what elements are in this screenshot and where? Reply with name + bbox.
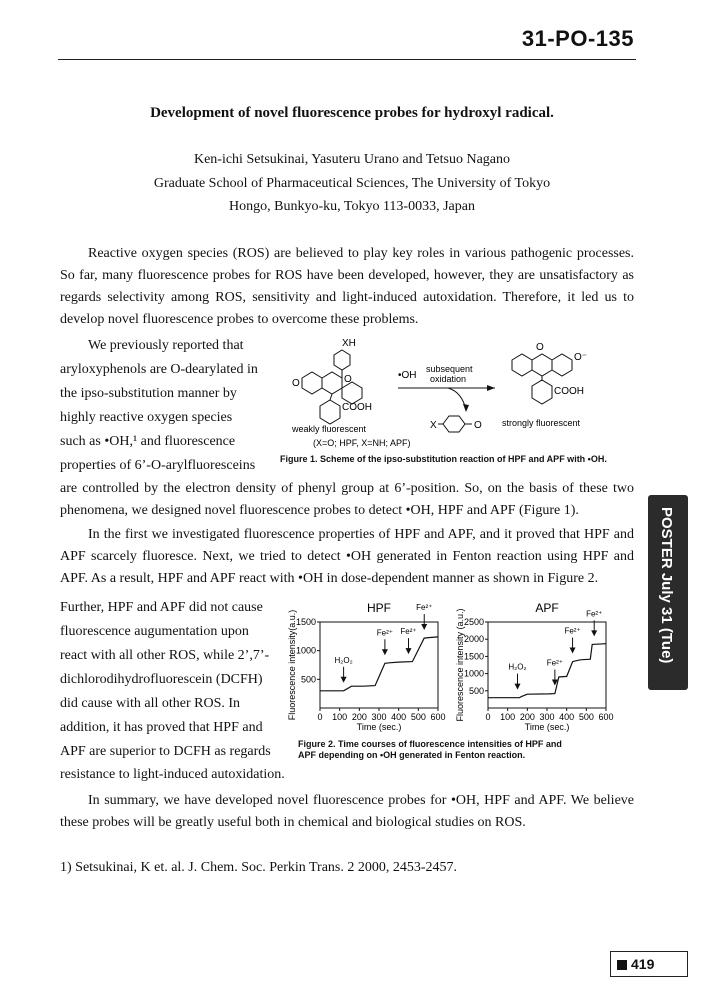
cooh-label-left: COOH [342, 402, 372, 413]
address: Hongo, Bunkyo-ku, Tokyo 113-0033, Japan [229, 199, 475, 214]
reagent-annotation: Fe²⁺ [376, 628, 394, 638]
x-tick-label: 500 [578, 712, 594, 722]
y-tick-label: 1500 [463, 651, 484, 662]
figure1-scheme [280, 330, 650, 458]
reagent-annotation: H₂O₂ [334, 655, 353, 665]
figure2-caption-line: APF depending on •OH generated in Fenton reaction. [298, 750, 526, 760]
paragraph-selectivity-column [60, 596, 276, 764]
x-tick-label: 500 [410, 712, 426, 722]
para2-line: We previously reported that [88, 338, 244, 353]
xanthene-ring-right [342, 382, 362, 404]
xanthene-ring-center [322, 372, 342, 394]
y-tick-label: 2000 [463, 634, 484, 645]
quinone-ring [443, 416, 465, 432]
y-axis-label: Fluorescence intensity (a.u.) [455, 608, 465, 722]
x-tick-label: 100 [500, 712, 516, 722]
strongly-fluorescent-label: strongly fluorescent [502, 418, 581, 428]
figure2-hpf-chart [286, 598, 454, 738]
x-axis-label: Time (sec.) [524, 722, 570, 732]
probe-condition-label: (X=O; HPF, X=NH; APF) [313, 438, 411, 448]
figure1-caption: Figure 1. Scheme of the ipso-substitution reaction of HPF and APF with •OH. [280, 454, 607, 464]
paragraph-summary: In summary, we have developed novel fluorescence probes for •OH, HPF and APF. We believe these probes will be greatly useful both in chemical and biological studies on ROS. [60, 793, 634, 830]
x-tick-label: 200 [351, 712, 367, 722]
affiliation: Graduate School of Pharmaceutical Sciences, The University of Tokyo [153, 176, 551, 191]
figure2-caption-line: Figure 2. Time courses of fluorescence intensities of HPF and [298, 739, 562, 749]
y-tick-label: 1000 [295, 645, 316, 656]
para4-line: APF are superior to DCFH as regards [60, 744, 271, 759]
paragraph-results: In the first we investigated fluorescence properties of HPF and APF, and it proved that HPF and APF scarcely fluoresce. Next, we tried to detect •OH generated in Fenton reaction using HPF and APF. As a result, HPF and APF react with •OH in dose-dependent manner as shown in Figure 2. [60, 527, 634, 586]
para4-line: react with all other ROS, while 2’,7’- [60, 648, 270, 663]
xh-label: XH [342, 338, 356, 349]
y-tick-label: 1000 [463, 668, 484, 679]
y-tick-label: 500 [300, 674, 316, 685]
reagent-annotation: H₂O₂ [508, 662, 527, 672]
cooh-label-right: COOH [554, 386, 584, 397]
x-tick-label: 600 [598, 712, 614, 722]
series-line [488, 644, 606, 698]
benzoic-ring [320, 400, 340, 424]
authors: Ken-ichi Setsukinai, Yasuteru Urano and Tetsuo Nagano [193, 152, 511, 167]
oxidation-label: oxidation [430, 374, 467, 384]
header-rule [58, 59, 636, 60]
weakly-fluorescent-label: weakly fluorescent [292, 424, 367, 434]
x-axis-label: Time (sec.) [356, 722, 402, 732]
reagent-annotation: Fe²⁺ [400, 627, 417, 637]
x-tick-label: 0 [485, 712, 491, 722]
annotation-arrowhead [382, 649, 388, 655]
para2-line: highly reactive oxygen species [60, 410, 233, 425]
x-tick-label: 400 [559, 712, 575, 722]
annotation-arrowhead [341, 677, 347, 683]
para2-line: properties of 6’-O-arylfluoresceins [60, 458, 256, 473]
reagent-annotation: Fe²⁺ [416, 603, 433, 613]
x-tick-label: 0 [317, 712, 323, 722]
xanthene-ring-left [302, 372, 322, 394]
para2-line: the ipso-substitution manner by [60, 386, 237, 401]
para4-line: addition, it has proved that HPF and [60, 720, 263, 735]
ether-oxygen-label: O [344, 374, 352, 385]
y-tick-label: 1500 [295, 617, 316, 627]
hydroxyl-radical-label: •OH [398, 370, 417, 381]
x-tick-label: 600 [430, 712, 446, 722]
y-tick-label: 2500 [463, 617, 484, 627]
subsequent-label: subsequent [426, 364, 473, 374]
x-tick-label: 300 [371, 712, 387, 722]
reagent-annotation: Fe²⁺ [546, 658, 563, 668]
quinone-x-label: X [430, 420, 437, 431]
para2-line: aryloxyphenols are O-dearylated in [60, 362, 258, 377]
figure2-caption [298, 739, 628, 761]
paper-title: Development of novel fluorescence probes for hydroxyl radical. [150, 105, 554, 121]
annotation-arrowhead [570, 648, 576, 654]
annotation-arrowhead [591, 630, 597, 636]
annotation-arrowhead [421, 624, 427, 630]
fluorescein-ring-center [532, 354, 552, 376]
y-axis-label: Fluorescence intensity(a.u.) [287, 609, 297, 721]
para4-line: Further, HPF and APF did not cause [60, 600, 263, 615]
fluorescein-ring-right [552, 354, 572, 376]
poster-date-tab [648, 495, 688, 690]
square-bullet-icon [617, 960, 627, 970]
para2-line: such as •OH,¹ and fluorescence [60, 434, 236, 449]
reagent-annotation: Fe²⁺ [586, 609, 603, 619]
para4-line: fluorescence augumentation upon [60, 624, 249, 639]
page-number-box [610, 951, 688, 977]
paragraph-intro: Reactive oxygen species (ROS) are believed to play key roles in various pathogenic processes. So far, many fluorescence probes for ROS have been developed, however, they are unsatisfactory as regards selectivity among ROS, sensitivity and light-induced autoxidation. Therefore, it led us to develop novel fluorescence probes to overcome these problems. [60, 246, 634, 327]
byproduct-arrowhead [463, 404, 469, 412]
y-tick-label: 500 [468, 685, 484, 696]
page-number [617, 956, 654, 972]
fluorescein-anion-label: O⁻ [574, 352, 588, 363]
aryl-ring [334, 350, 350, 370]
reagent-annotation: Fe²⁺ [564, 626, 581, 636]
x-tick-label: 300 [539, 712, 555, 722]
fluorescein-benzoic-ring [532, 380, 552, 404]
benzoic-bond [330, 394, 332, 400]
x-tick-label: 400 [391, 712, 407, 722]
paragraph-background-column [60, 334, 275, 478]
poster-date-label: POSTER July 31 (Tue) [658, 507, 675, 664]
reference-entry: 1) Setsukinai, K et. al. J. Chem. Soc. Perkin Trans. 2 2000, 2453-2457. [60, 860, 458, 875]
para4-line: did cause with all other ROS. In [60, 696, 241, 711]
para4-line: dichlorodihydrofluorescein (DCFH) [60, 672, 263, 687]
reaction-arrowhead [487, 385, 495, 391]
page-number-value: 419 [631, 956, 655, 972]
x-tick-label: 100 [332, 712, 348, 722]
annotation-arrowhead [515, 684, 521, 690]
annotation-arrowhead [406, 648, 412, 654]
fluorescein-oxygen-label: O [536, 342, 544, 353]
poster-code: 31-PO-135 [521, 26, 634, 51]
byproduct-arrow [448, 388, 466, 410]
x-tick-label: 200 [519, 712, 535, 722]
figure2-apf-chart [454, 598, 628, 738]
xanthene-oxygen-label: O [292, 378, 300, 389]
chart-title: APF [535, 601, 559, 615]
paragraph-background-rest: are controlled by the electron density of phenyl group at 6’-position. So, on the basis of these two phenomena, we designed novel fluorescence probes to detect •OH, HPF and APF (Figure 1). [60, 481, 634, 518]
quinone-o-label: O [474, 420, 482, 431]
fluorescein-ring-left [512, 354, 532, 376]
chart-title: HPF [367, 601, 391, 615]
paragraph-selectivity-rest: resistance to light-induced autoxidation. [60, 767, 285, 782]
